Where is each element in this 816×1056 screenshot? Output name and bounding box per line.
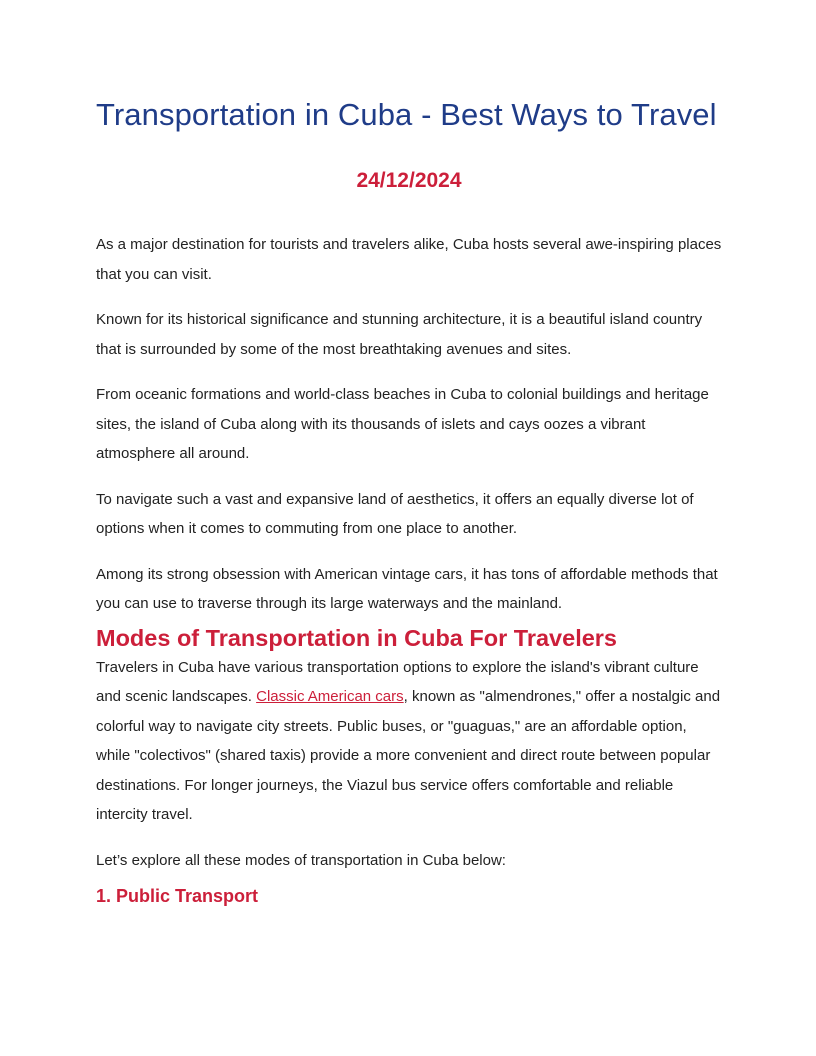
section-paragraph — [96, 653, 722, 830]
document-title: Transportation in Cuba - Best Ways to Travel — [96, 97, 717, 132]
intro-paragraph-1: As a major destination for tourists and travelers alike, Cuba hosts several awe-inspiring places that you can visit. — [96, 236, 722, 283]
section-heading: Modes of Transportation in Cuba For Travelers — [96, 624, 618, 651]
intro-paragraph-4: To navigate such a vast and expansive land of aesthetics, it offers an equally diverse lot of options when it comes to commuting from one place to another. — [96, 490, 694, 537]
explore-line: Let’s explore all these modes of transportation in Cuba below: — [96, 851, 506, 869]
intro-paragraph-2: Known for its historical significance and stunning architecture, it is a beautiful island country that is surrounded by some of the most breathtaking avenues and sites. — [96, 311, 703, 358]
classic-american-cars-link[interactable]: Classic American cars — [256, 688, 404, 705]
section-paragraph-text-end: , known as "almendrones," offer a nostalgic and colorful way to navigate city streets. Public buses, or "guaguas," are an affordable option, while "colectivos" (shared taxis) provide a more convenient and direct route between popular destinations. For longer journeys, the Viazul bus service offers comfortable and reliable intercity travel. — [96, 688, 721, 823]
section-paragraph-text-start: Travelers in Cuba have various transportation options to explore the island's vibrant culture and scenic landscapes. — [96, 658, 699, 705]
intro-paragraph-5: Among its strong obsession with American vintage cars, it has tons of affordable methods that you can use to traverse through its large waterways and the mainland. — [96, 565, 718, 612]
intro-paragraph-3: From oceanic formations and world-class beaches in Cuba to colonial buildings and heritage sites, the island of Cuba along with its thousands of islets and cays oozes a vibrant atmosphere all around. — [96, 386, 709, 462]
subheading-public-transport: 1. Public Transport — [96, 886, 259, 906]
document-page — [96, 94, 722, 908]
publish-date: 24/12/2024 — [356, 169, 462, 192]
